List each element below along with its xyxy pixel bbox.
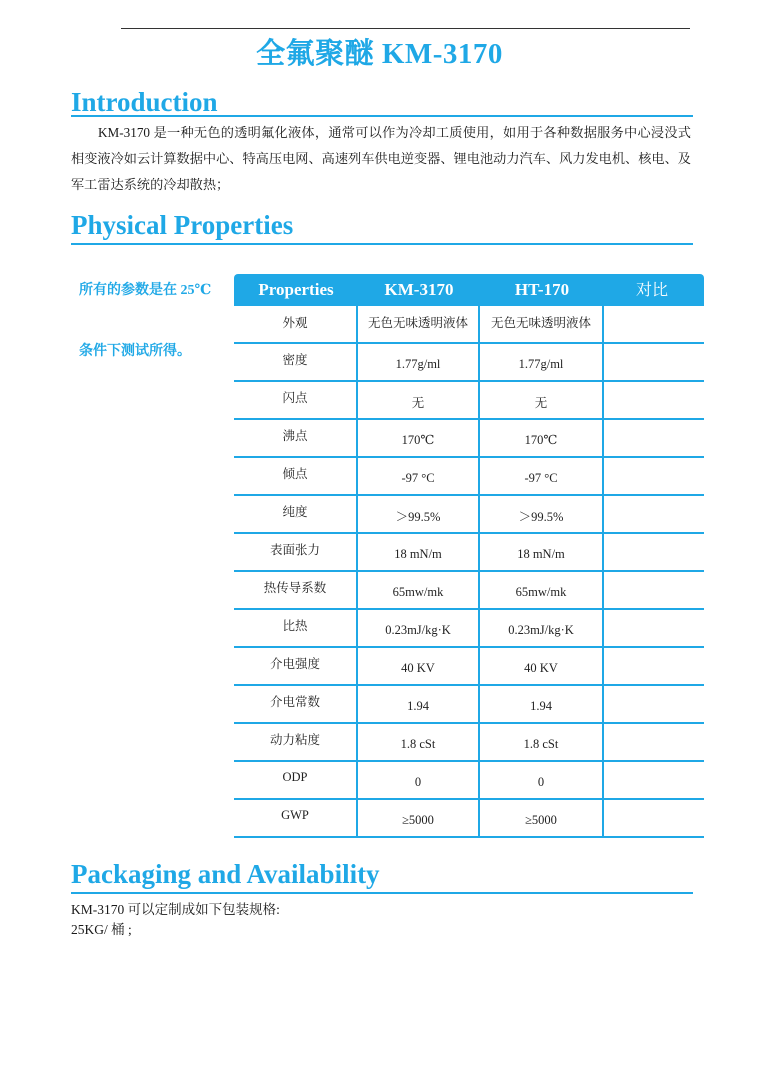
cell-km3170: [358, 648, 480, 684]
cell-property-text: 比热: [282, 619, 308, 633]
cell-ht170: [480, 762, 604, 798]
cell-property-text: 介电强度: [269, 657, 320, 671]
table-row: [234, 458, 704, 496]
cell-property-text: 外观: [282, 316, 308, 330]
cell-ht170-text: ≥5000: [525, 812, 557, 827]
cell-km3170-text: 0: [414, 774, 422, 789]
cell-property: [234, 496, 358, 532]
cell-property: [234, 458, 358, 494]
cell-ht170: [480, 458, 604, 494]
cell-property: [234, 724, 358, 760]
cell-ht170-text: 1.77g/ml: [518, 356, 564, 371]
cell-property: [234, 800, 358, 836]
cell-compare: [604, 344, 700, 380]
cell-km3170-text: ＞99.5%: [395, 510, 441, 524]
cell-compare: [604, 306, 700, 342]
cell-compare: [604, 534, 700, 570]
cell-ht170: [480, 800, 604, 836]
cell-km3170: [358, 534, 480, 570]
cell-compare: [604, 762, 700, 798]
table-row: [234, 724, 704, 762]
cell-km3170-text: 1.77g/ml: [395, 356, 441, 371]
table-row: [234, 420, 704, 458]
cell-compare: [604, 686, 700, 722]
cell-property-text: 倾点: [282, 467, 308, 481]
cell-km3170: [358, 610, 480, 646]
table-row: [234, 686, 704, 724]
packaging-heading: Packaging and Availability: [71, 859, 380, 889]
cell-property-text: 动力粘度: [269, 733, 320, 747]
cell-km3170: [358, 458, 480, 494]
table-row: [234, 496, 704, 534]
cell-ht170: [480, 306, 604, 342]
cell-km3170: [358, 686, 480, 722]
cell-ht170: [480, 686, 604, 722]
cell-property-text: 沸点: [282, 429, 308, 443]
table-row: [234, 534, 704, 572]
table-header: [234, 274, 704, 306]
table-row: [234, 648, 704, 686]
cell-property: [234, 534, 358, 570]
table-row: [234, 800, 704, 838]
physical-properties-rule: [71, 243, 693, 245]
cell-km3170-text: 170℃: [401, 433, 435, 447]
cell-property: [234, 306, 358, 342]
cell-km3170: [358, 572, 480, 608]
header-km3170: KM-3170: [384, 280, 454, 299]
packaging-line2: 25KG/ 桶 ;: [71, 922, 132, 937]
cell-km3170: [358, 344, 480, 380]
cell-ht170: [480, 724, 604, 760]
cell-compare: [604, 420, 700, 456]
cell-ht170-text: 1.94: [530, 698, 552, 713]
cell-km3170-text: 1.94: [407, 698, 429, 713]
top-rule: [121, 28, 690, 29]
cell-km3170-text: 18 mN/m: [394, 546, 442, 561]
cell-ht170-text: 1.8 cSt: [523, 736, 559, 751]
cell-km3170-text: 无: [411, 396, 425, 410]
introduction-text: KM-3170 是一种无色的透明氟化液体，通常可以作为冷却工质使用，如用于各种数据服务中心浸没式相变液冷如云计算数据中心、特高压电网、高速列车供电逆变器、锂电池动力汽车、风力发电机、核电、及军工雷达系统的冷却散热；: [71, 125, 691, 192]
cell-ht170-text: 40 KV: [524, 660, 558, 675]
cell-km3170: [358, 724, 480, 760]
properties-table: [234, 274, 704, 838]
cell-property: [234, 610, 358, 646]
cell-compare: [604, 800, 700, 836]
cell-km3170: [358, 306, 480, 342]
cell-compare: [604, 610, 700, 646]
cell-ht170: [480, 496, 604, 532]
cell-ht170: [480, 344, 604, 380]
cell-ht170-text: 18 mN/m: [517, 546, 565, 561]
header-properties: Properties: [258, 280, 334, 299]
cell-property: [234, 686, 358, 722]
cell-property-text: ODP: [282, 769, 308, 784]
cell-compare: [604, 572, 700, 608]
cell-ht170-text: 0: [537, 774, 545, 789]
table-body: [234, 306, 704, 838]
cell-ht170-text: -97 °C: [524, 470, 558, 485]
cell-compare: [604, 724, 700, 760]
cell-ht170: [480, 572, 604, 608]
cell-ht170: [480, 534, 604, 570]
header-compare: 对比: [635, 280, 668, 299]
cell-km3170-text: -97 °C: [401, 470, 435, 485]
cell-property-text: 纯度: [282, 505, 308, 519]
cell-property-text: 闪点: [282, 391, 308, 405]
cell-compare: [604, 458, 700, 494]
cell-km3170-text: ≥5000: [402, 812, 434, 827]
cell-ht170-text: 65mw/mk: [515, 584, 567, 599]
cell-ht170: [480, 420, 604, 456]
cell-km3170-text: 40 KV: [401, 660, 435, 675]
cell-ht170-text: 无: [534, 396, 548, 410]
cell-ht170: [480, 648, 604, 684]
cell-compare: [604, 382, 700, 418]
cell-compare: [604, 496, 700, 532]
test-condition-note-line2: 条件下测试所得。: [79, 344, 191, 359]
table-row: [234, 610, 704, 648]
cell-property: [234, 648, 358, 684]
cell-property-text: 表面张力: [269, 543, 320, 557]
table-row: [234, 306, 704, 344]
cell-compare: [604, 648, 700, 684]
cell-property: [234, 572, 358, 608]
cell-km3170-text: 65mw/mk: [392, 584, 444, 599]
cell-property: [234, 382, 358, 418]
table-row: [234, 382, 704, 420]
cell-ht170-text: 0.23mJ/kg·K: [508, 622, 574, 637]
introduction-heading: Introduction: [71, 87, 218, 117]
cell-km3170-text: 无色无味透明液体: [367, 316, 468, 330]
cell-km3170: [358, 420, 480, 456]
cell-km3170: [358, 382, 480, 418]
physical-properties-heading: Physical Properties: [71, 210, 294, 240]
test-condition-note-line1: 所有的参数是在 25℃: [79, 283, 212, 298]
cell-property: [234, 762, 358, 798]
cell-property: [234, 344, 358, 380]
cell-ht170-text: 无色无味透明液体: [490, 316, 591, 330]
packaging-rule: [71, 892, 693, 894]
table-row: [234, 762, 704, 800]
cell-km3170: [358, 800, 480, 836]
cell-ht170: [480, 610, 604, 646]
cell-ht170-text: 170℃: [524, 433, 558, 447]
cell-property-text: 密度: [282, 353, 308, 367]
introduction-rule: [71, 115, 693, 117]
cell-km3170-text: 0.23mJ/kg·K: [385, 622, 451, 637]
header-ht170: HT-170: [514, 280, 570, 299]
cell-ht170-text: ＞99.5%: [518, 510, 564, 524]
cell-property-text: GWP: [281, 807, 309, 822]
cell-km3170-text: 1.8 cSt: [400, 736, 436, 751]
table-row: [234, 572, 704, 610]
cell-km3170: [358, 496, 480, 532]
cell-property: [234, 420, 358, 456]
table-row: [234, 344, 704, 382]
document-title: 全氟聚醚 KM-3170: [256, 38, 503, 70]
cell-ht170: [480, 382, 604, 418]
cell-property-text: 热传导系数: [263, 581, 327, 595]
cell-property-text: 介电常数: [269, 695, 320, 709]
cell-km3170: [358, 762, 480, 798]
packaging-line1: KM-3170 可以定制成如下包装规格:: [71, 902, 280, 917]
